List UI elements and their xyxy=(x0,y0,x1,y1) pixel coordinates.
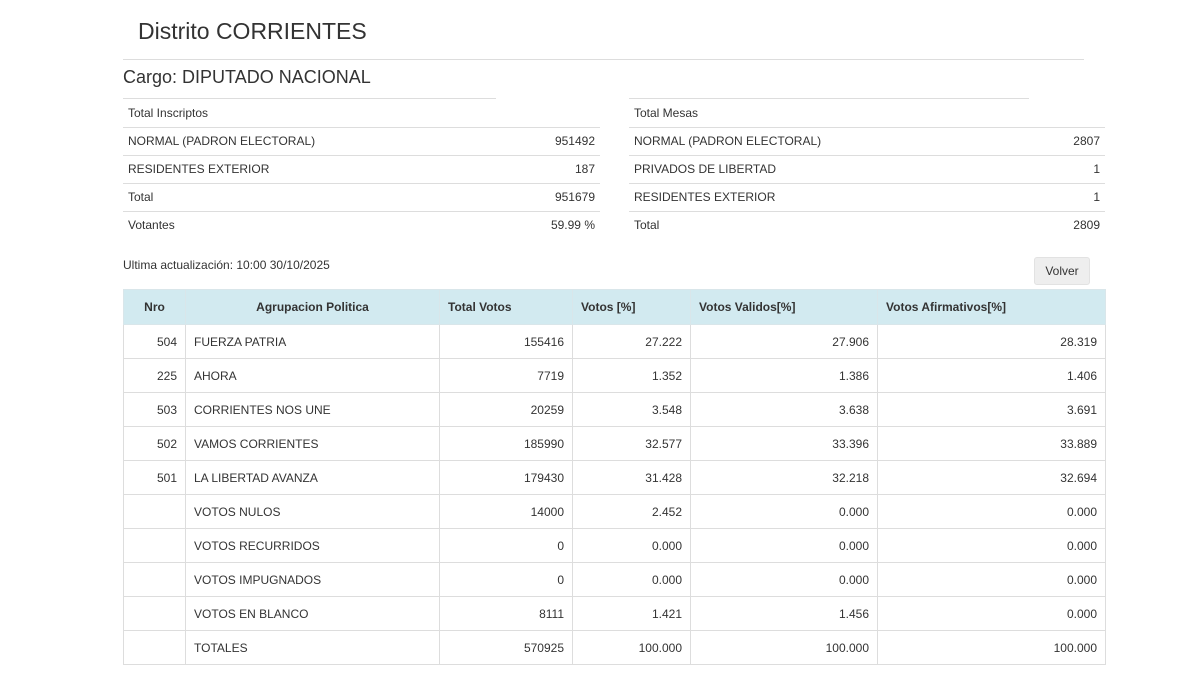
summary-row xyxy=(629,183,1105,211)
nro-cell xyxy=(124,631,186,665)
votos-pct-cell: 31.428 xyxy=(573,461,691,495)
results-body xyxy=(124,325,1106,665)
results-table xyxy=(123,289,1106,665)
agrupacion-cell: FUERZA PATRIA xyxy=(186,325,440,359)
total-votos-cell: 8111 xyxy=(440,597,573,631)
nro-cell: 501 xyxy=(124,461,186,495)
votos-afirmativos-cell: 0.000 xyxy=(878,529,1106,563)
votos-validos-cell: 27.906 xyxy=(691,325,878,359)
summary-label: NORMAL (PADRON ELECTORAL) xyxy=(128,134,316,148)
votos-pct-cell: 1.421 xyxy=(573,597,691,631)
inscriptos-header: Total Inscriptos xyxy=(123,98,496,127)
summary-value: 59.99 % xyxy=(550,218,595,232)
agrupacion-cell: TOTALES xyxy=(186,631,440,665)
votos-pct-cell: 100.000 xyxy=(573,631,691,665)
votos-afirmativos-cell: 32.694 xyxy=(878,461,1106,495)
nro-cell xyxy=(124,597,186,631)
votos-afirmativos-cell: 0.000 xyxy=(878,563,1106,597)
table-row xyxy=(124,563,1106,597)
summary-value: 1 xyxy=(1093,162,1100,176)
agrupacion-cell: VOTOS IMPUGNADOS xyxy=(186,563,440,597)
votos-pct-cell: 3.548 xyxy=(573,393,691,427)
votos-pct-cell: 0.000 xyxy=(573,563,691,597)
summary-row xyxy=(123,211,600,239)
votos-validos-cell: 1.386 xyxy=(691,359,878,393)
summary-value: 2809 xyxy=(1073,218,1100,232)
cargo-title: Cargo: DIPUTADO NACIONAL xyxy=(123,67,371,87)
inscriptos-summary xyxy=(123,98,600,239)
votos-pct-cell: 1.352 xyxy=(573,359,691,393)
summary-label: Total xyxy=(128,190,154,204)
nro-cell: 502 xyxy=(124,427,186,461)
mesas-header: Total Mesas xyxy=(629,98,1029,127)
votos-validos-cell: 3.638 xyxy=(691,393,878,427)
votos-afirmativos-cell: 3.691 xyxy=(878,393,1106,427)
summary-label: NORMAL (PADRON ELECTORAL) xyxy=(634,134,822,148)
summary-value: 2807 xyxy=(1073,134,1100,148)
nro-cell xyxy=(124,529,186,563)
table-row xyxy=(124,461,1106,495)
column-header-votos-afirmativos: Votos Afirmativos[%] xyxy=(878,290,1106,325)
total-votos-cell: 20259 xyxy=(440,393,573,427)
summary-row xyxy=(123,127,600,155)
agrupacion-cell: VAMOS CORRIENTES xyxy=(186,427,440,461)
summary-row xyxy=(123,155,600,183)
table-row xyxy=(124,529,1106,563)
votos-validos-cell: 0.000 xyxy=(691,529,878,563)
agrupacion-cell: AHORA xyxy=(186,359,440,393)
agrupacion-cell: VOTOS NULOS xyxy=(186,495,440,529)
column-header-votos-validos: Votos Validos[%] xyxy=(691,290,878,325)
agrupacion-cell: VOTOS EN BLANCO xyxy=(186,597,440,631)
agrupacion-cell: CORRIENTES NOS UNE xyxy=(186,393,440,427)
divider xyxy=(123,59,1084,60)
nro-cell xyxy=(124,495,186,529)
summary-value: 951492 xyxy=(554,134,595,148)
summary-label: RESIDENTES EXTERIOR xyxy=(634,190,776,204)
table-row xyxy=(124,597,1106,631)
summary-value: 951679 xyxy=(554,190,595,204)
nro-cell: 503 xyxy=(124,393,186,427)
column-header-total-votos: Total Votos xyxy=(440,290,573,325)
district-title: Distrito CORRIENTES xyxy=(138,18,367,44)
total-votos-cell: 7719 xyxy=(440,359,573,393)
table-row xyxy=(124,325,1106,359)
column-header-nro: Nro xyxy=(124,290,186,325)
votos-validos-cell: 1.456 xyxy=(691,597,878,631)
summary-label: RESIDENTES EXTERIOR xyxy=(128,162,270,176)
votos-afirmativos-cell: 0.000 xyxy=(878,597,1106,631)
total-votos-cell: 14000 xyxy=(440,495,573,529)
table-row xyxy=(124,427,1106,461)
column-header-votos-pct: Votos [%] xyxy=(573,290,691,325)
votos-pct-cell: 32.577 xyxy=(573,427,691,461)
votos-afirmativos-cell: 100.000 xyxy=(878,631,1106,665)
agrupacion-cell: LA LIBERTAD AVANZA xyxy=(186,461,440,495)
table-row xyxy=(124,631,1106,665)
summary-row xyxy=(629,211,1105,239)
votos-pct-cell: 0.000 xyxy=(573,529,691,563)
total-votos-cell: 0 xyxy=(440,529,573,563)
summary-label: PRIVADOS DE LIBERTAD xyxy=(634,162,777,176)
table-row xyxy=(124,359,1106,393)
summary-label: Total xyxy=(634,218,660,232)
summary-label: Votantes xyxy=(128,218,175,232)
votos-pct-cell: 2.452 xyxy=(573,495,691,529)
votos-validos-cell: 32.218 xyxy=(691,461,878,495)
total-votos-cell: 0 xyxy=(440,563,573,597)
summary-value: 187 xyxy=(574,162,595,176)
votos-afirmativos-cell: 1.406 xyxy=(878,359,1106,393)
nro-cell: 504 xyxy=(124,325,186,359)
summary-row xyxy=(629,127,1105,155)
votos-pct-cell: 27.222 xyxy=(573,325,691,359)
mesas-summary xyxy=(629,98,1105,239)
nro-cell: 225 xyxy=(124,359,186,393)
last-update-text: Ultima actualización: 10:00 30/10/2025 xyxy=(123,258,330,272)
votos-validos-cell: 0.000 xyxy=(691,495,878,529)
votos-validos-cell: 0.000 xyxy=(691,563,878,597)
summary-value: 1 xyxy=(1093,190,1100,204)
total-votos-cell: 185990 xyxy=(440,427,573,461)
votos-afirmativos-cell: 0.000 xyxy=(878,495,1106,529)
votos-afirmativos-cell: 28.319 xyxy=(878,325,1106,359)
total-votos-cell: 179430 xyxy=(440,461,573,495)
agrupacion-cell: VOTOS RECURRIDOS xyxy=(186,529,440,563)
volver-button[interactable]: Volver xyxy=(1034,257,1090,285)
total-votos-cell: 570925 xyxy=(440,631,573,665)
summary-row xyxy=(123,183,600,211)
votos-validos-cell: 33.396 xyxy=(691,427,878,461)
table-row xyxy=(124,495,1106,529)
votos-validos-cell: 100.000 xyxy=(691,631,878,665)
votos-afirmativos-cell: 33.889 xyxy=(878,427,1106,461)
total-votos-cell: 155416 xyxy=(440,325,573,359)
summary-row xyxy=(629,155,1105,183)
nro-cell xyxy=(124,563,186,597)
column-header-agrupacion: Agrupacion Politica xyxy=(186,290,440,325)
table-header-row xyxy=(124,290,1106,325)
table-row xyxy=(124,393,1106,427)
